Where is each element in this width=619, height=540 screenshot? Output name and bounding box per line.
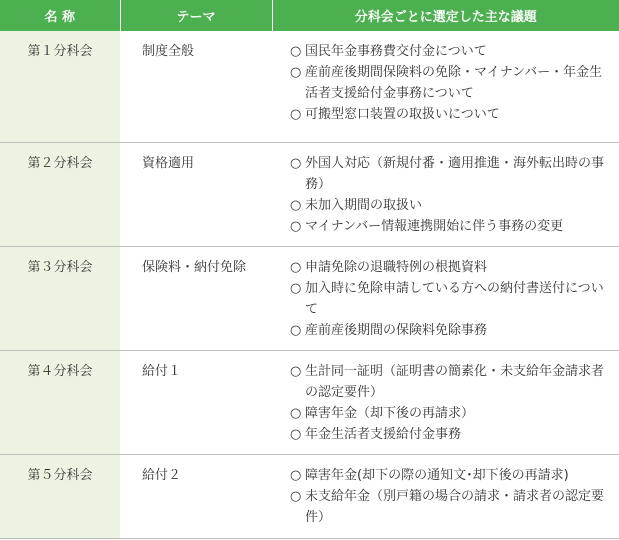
subcommittee-theme: 保険料・納付免除 (120, 246, 272, 350)
topic-item: ○ 加入時に免除申請している方への納付書送付について (290, 278, 605, 320)
table-row (0, 31, 619, 142)
table-row (0, 142, 619, 246)
subcommittee-name: 第５分科会 (0, 454, 120, 538)
subcommittee-theme: 給付２ (120, 454, 272, 538)
table-body (0, 31, 619, 538)
subcommittee-topics (272, 31, 619, 142)
subcommittee-name: 第２分科会 (0, 142, 120, 246)
topic-item: ○ 生計同一証明（証明書の簡素化・未支給年金請求者の認定要件） (290, 361, 605, 403)
table-row (0, 350, 619, 454)
header-name: 名 称 (0, 0, 120, 31)
topic-item: ○ 産前産後期間保険料の免除・マイナンバー・年金生活者支援給付金事務について (290, 62, 605, 104)
topic-item: ○ 申請免除の退職特例の根拠資料 (290, 257, 605, 278)
subcommittee-topics (272, 454, 619, 538)
subcommittee-topics (272, 246, 619, 350)
header-topics: 分科会ごとに選定した主な議題 (272, 0, 619, 31)
topic-item: ○ 障害年金(却下の際の通知文･却下後の再請求) (290, 465, 605, 486)
subcommittee-topics (272, 350, 619, 454)
table-header (0, 0, 619, 31)
header-theme: テーマ (120, 0, 272, 31)
topic-item: ○ 年金生活者支援給付金事務 (290, 424, 605, 445)
subcommittee-theme: 制度全般 (120, 31, 272, 142)
header-row (0, 0, 619, 31)
subcommittee-topics (272, 142, 619, 246)
topic-item: ○ 国民年金事務費交付金について (290, 41, 605, 62)
table-row (0, 246, 619, 350)
subcommittee-theme: 資格適用 (120, 142, 272, 246)
topic-item: ○ 可搬型窓口装置の取扱いについて (290, 104, 605, 125)
subcommittee-theme: 給付１ (120, 350, 272, 454)
table-row (0, 454, 619, 538)
topic-item: ○ マイナンバー情報連携開始に伴う事務の変更 (290, 216, 605, 237)
subcommittee-name: 第３分科会 (0, 246, 120, 350)
topic-item: ○ 未加入期間の取扱い (290, 195, 605, 216)
topic-item: ○ 未支給年金（別戸籍の場合の請求・請求者の認定要件） (290, 486, 605, 528)
topic-item: ○ 障害年金（却下後の再請求） (290, 403, 605, 424)
subcommittee-name: 第４分科会 (0, 350, 120, 454)
subcommittee-name: 第１分科会 (0, 31, 120, 142)
topic-item: ○ 産前産後期間の保険料免除事務 (290, 320, 605, 341)
topic-item: ○ 外国人対応（新規付番・適用推進・海外転出時の事務） (290, 153, 605, 195)
